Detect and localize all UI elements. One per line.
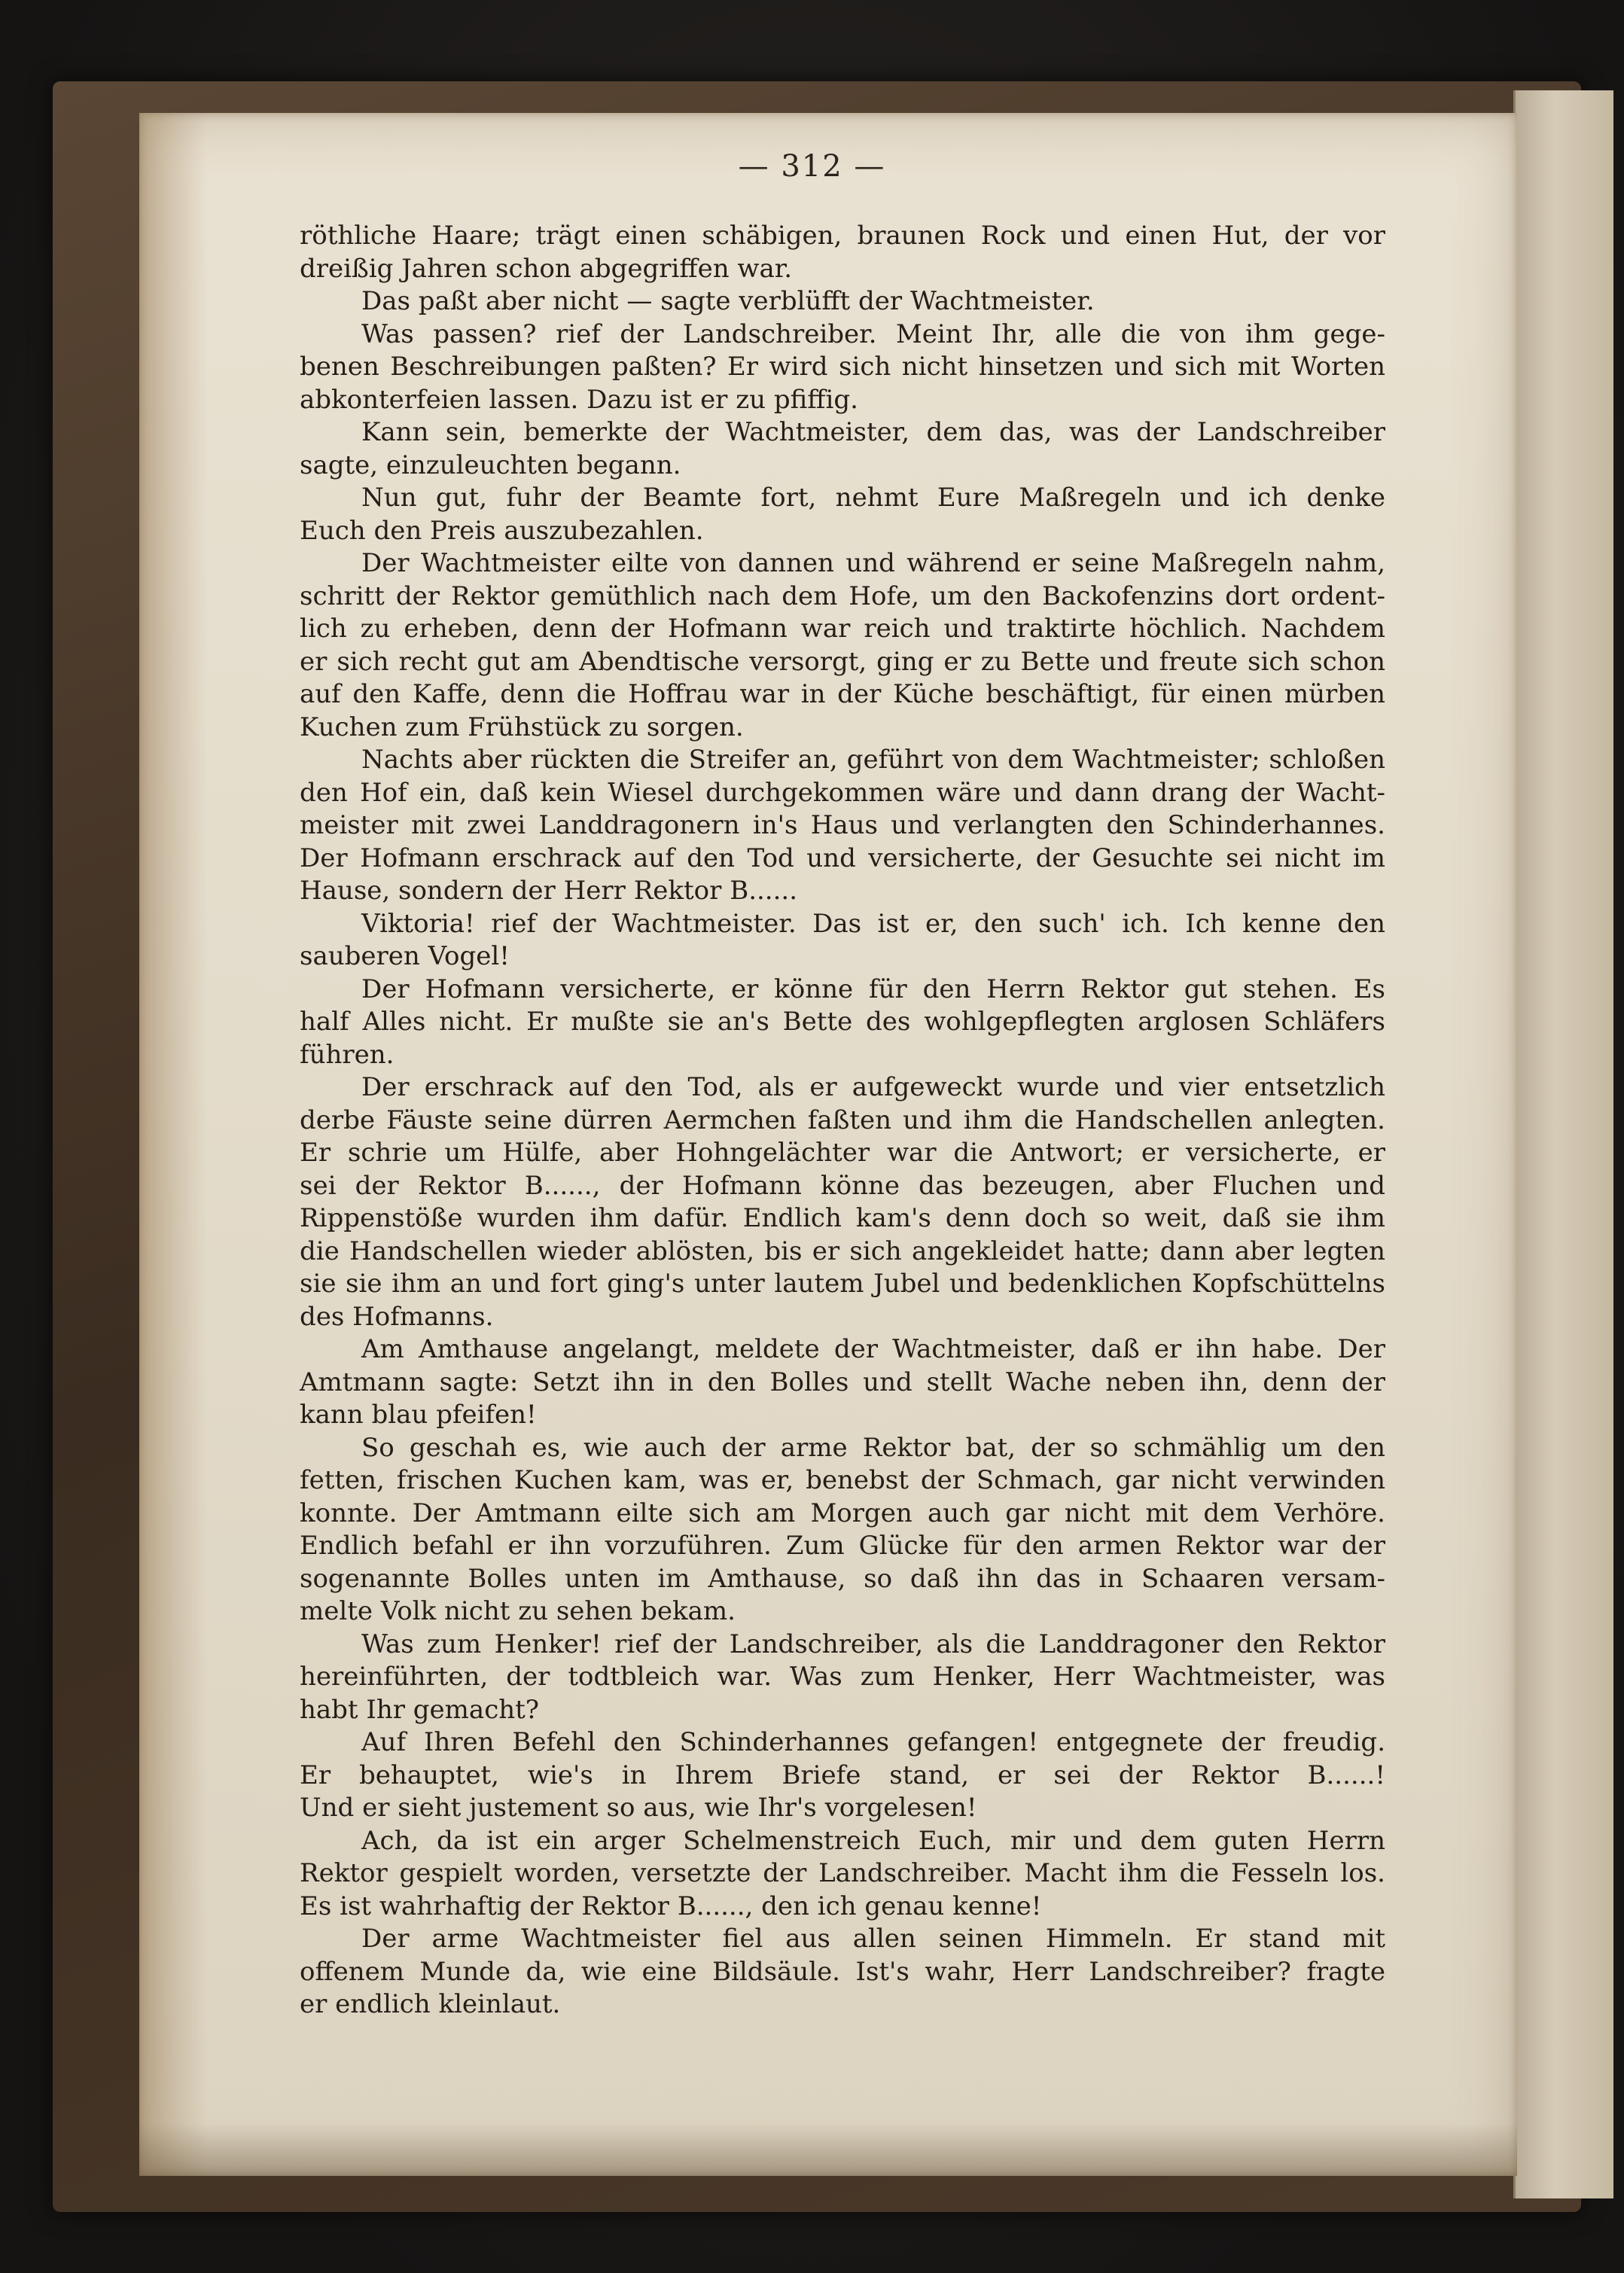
text-line: derbe Fäuste seine dürren Aermchen faßten und ihm die Handschellen anlegten. <box>300 1105 1385 1135</box>
text-line: Viktoria! rief der Wachtmeister. Das ist er, den such' ich. Ich kenne den <box>361 908 1385 939</box>
text-line: half Alles nicht. Er mußte sie an's Bette des wohlgepflegten arglosen Schläfers <box>300 1007 1385 1037</box>
text-line: Und er sieht justement so aus, wie Ihr's vorgelesen! <box>300 1793 977 1823</box>
text-line: sei der Rektor B......, der Hofmann könne das bezeugen, aber Fluchen und <box>300 1170 1385 1201</box>
text-line: Was zum Henker! rief der Landschreiber, als die Landdragoner den Rektor <box>361 1629 1385 1659</box>
text-line: führen. <box>300 1039 395 1070</box>
body-text <box>300 220 1385 2022</box>
text-line: Er behauptet, wie's in Ihrem Briefe stand, er sei der Rektor B......! <box>300 1760 1385 1790</box>
text-line: Ach, da ist ein arger Schelmenstreich Euch, mir und dem guten Herrn <box>361 1825 1385 1856</box>
text-line: Euch den Preis auszubezahlen. <box>300 515 704 546</box>
text-line: Nachts aber rückten die Streifer an, geführt von dem Wachtmeister; schloßen <box>361 745 1385 775</box>
text-line: Der erschrack auf den Tod, als er aufgeweckt wurde und vier entsetzlich <box>361 1072 1385 1102</box>
page-stain <box>139 113 207 2176</box>
text-line: Nun gut, fuhr der Beamte fort, nehmt Eure Maßregeln und ich denke <box>361 483 1385 513</box>
text-line: hereinführten, der todtbleich war. Was zum Henker, Herr Wachtmeister, was <box>300 1662 1385 1692</box>
text-line: Der Hofmann erschrack auf den Tod und versicherte, der Gesuchte sei nicht im <box>300 842 1385 873</box>
page-number: — 312 — <box>738 149 886 184</box>
text-line: schritt der Rektor gemüthlich nach dem Hofe, um den Backofenzins dort ordent- <box>300 580 1385 611</box>
text-line: sie sie ihm an und fort ging's unter lautem Jubel und bedenklichen Kopfschüttelns <box>300 1269 1385 1299</box>
text-line: dreißig Jahren schon abgegriffen war. <box>300 253 793 284</box>
text-line: melte Volk nicht zu sehen bekam. <box>300 1596 736 1626</box>
text-line: des Hofmanns. <box>300 1301 494 1332</box>
page-shadow <box>139 2123 1517 2176</box>
text-line: Am Amthause angelangt, meldete der Wachtmeister, daß er ihn habe. Der <box>361 1334 1385 1364</box>
text-line: So geschah es, wie auch der arme Rektor bat, der so schmählig um den <box>361 1432 1385 1463</box>
text-line: Der Hofmann versicherte, er könne für den Herrn Rektor gut stehen. Es <box>361 973 1385 1004</box>
text-line: sogenannte Bolles unten im Amthause, so daß ihn das in Schaaren versam- <box>300 1563 1385 1594</box>
text-line: kann blau pfeifen! <box>300 1400 537 1430</box>
text-line: Amtmann sagte: Setzt ihn in den Bolles und stellt Wache neben ihn, denn der <box>300 1367 1385 1397</box>
text-line: habt Ihr gemacht? <box>300 1694 540 1725</box>
text-line: er endlich kleinlaut. <box>300 1989 561 2019</box>
text-line: konnte. Der Amtmann eilte sich am Morgen auch gar nicht mit dem Verhöre. <box>300 1498 1385 1528</box>
text-line: Es ist wahrhaftig der Rektor B......, den ich genau kenne! <box>300 1891 1042 1921</box>
text-line: den Hof ein, daß kein Wiesel durchgekommen wäre und dann drang der Wacht- <box>300 777 1385 808</box>
text-line: benen Beschreibungen paßten? Er wird sich nicht hinsetzen und sich mit Worten <box>300 352 1385 382</box>
text-line: Rippenstöße wurden ihm dafür. Endlich kam's denn doch so weit, daß sie ihm <box>300 1203 1385 1233</box>
text-line: Rektor gespielt worden, versetzte der Landschreiber. Macht ihm die Fesseln los. <box>300 1858 1385 1888</box>
text-line: Das paßt aber nicht — sagte verblüfft der Wachtmeister. <box>361 286 1095 316</box>
text-line: offenem Munde da, wie eine Bildsäule. Ist's wahr, Herr Landschreiber? fragte <box>300 1956 1385 1987</box>
text-line: Der arme Wachtmeister fiel aus allen seinen Himmeln. Er stand mit <box>361 1924 1385 1954</box>
text-line: sagte, einzuleuchten begann. <box>300 449 681 480</box>
text-line: Er schrie um Hülfe, aber Hohngelächter war die Antwort; er versicherte, er <box>300 1138 1385 1168</box>
text-line: sauberen Vogel! <box>300 941 510 971</box>
text-line: röthliche Haare; trägt einen schäbigen, braunen Rock und einen Hut, der vor <box>300 221 1385 251</box>
text-line: Kann sein, bemerkte der Wachtmeister, dem das, was der Landschreiber <box>361 417 1385 447</box>
text-line: Was passen? rief der Landschreiber. Meint Ihr, alle die von ihm gege- <box>361 318 1385 349</box>
text-line: auf den Kaffe, denn die Hoffrau war in der Küche beschäftigt, für einen mürben <box>300 679 1385 709</box>
text-line: Auf Ihren Befehl den Schinderhannes gefangen! entgegnete der freudig. <box>361 1727 1385 1757</box>
text-line: meister mit zwei Landdragonern in's Haus und verlangten den Schinderhannes. <box>300 810 1385 840</box>
text-line: abkonterfeien lassen. Dazu ist er zu pfiffig. <box>300 384 858 415</box>
text-line: lich zu erheben, denn der Hofmann war reich und traktirte höchlich. Nachdem <box>300 614 1385 644</box>
page-stack-edge <box>1513 90 1613 2198</box>
text-line: er sich recht gut am Abendtische versorgt, ging er zu Bette und freute sich schon <box>300 646 1385 677</box>
text-line: die Handschellen wieder ablösten, bis er sich angekleidet hatte; dann aber legten <box>300 1236 1385 1266</box>
text-line: Kuchen zum Frühstück zu sorgen. <box>300 711 744 742</box>
text-line: Endlich befahl er ihn vorzuführen. Zum Glücke für den armen Rektor war der <box>300 1531 1385 1561</box>
text-line: Der Wachtmeister eilte von dannen und während er seine Maßregeln nahm, <box>361 548 1385 578</box>
text-line: Hause, sondern der Herr Rektor B...... <box>300 876 798 906</box>
text-line: fetten, frischen Kuchen kam, was er, benebst der Schmach, gar nicht verwinden <box>300 1465 1385 1495</box>
